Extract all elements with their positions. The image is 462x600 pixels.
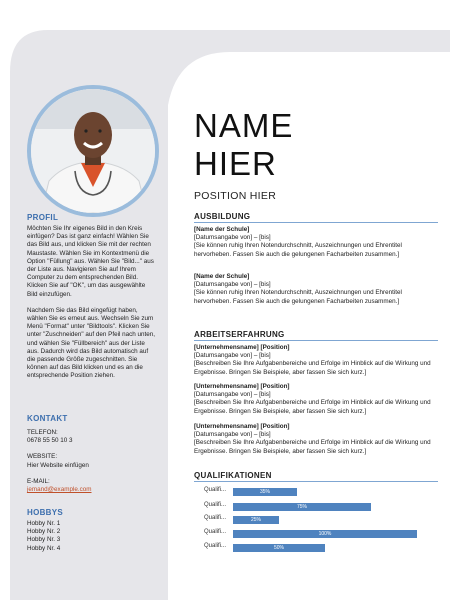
experience-description: [Beschreiben Sie Ihre Aufgabenbereiche und Erfolge im Hinblick auf die Wirkung und Ergebnisse. Bringen Sie Beispiele, aber fassen Sie sich kurz.] (194, 360, 431, 376)
hobby-item: Hobby Nr. 1 (27, 520, 61, 527)
experience-heading: ARBEITSERFAHRUNG (194, 330, 285, 339)
contact-heading: KONTAKT (27, 414, 68, 423)
education-dates: [Datumsangabe von] – [bis] (194, 234, 271, 242)
skill-bar: 75% (233, 503, 371, 511)
company-position: [Unternehmensname] [Position] (194, 383, 290, 390)
website-value: Hier Website einfügen (27, 461, 89, 469)
skill-label: Qualifi... (204, 487, 227, 493)
skills-heading: QUALIFIKATIONEN (194, 471, 272, 480)
experience-entry (194, 383, 440, 416)
position-title: POSITION HIER (194, 190, 277, 202)
phone-label: TELEFON: (27, 429, 58, 436)
profile-photo-icon (31, 89, 155, 213)
name-line-2: HIER (194, 145, 277, 182)
name-line-1: NAME (194, 107, 294, 144)
education-entry (194, 273, 440, 306)
education-divider (194, 222, 438, 223)
profile-paragraph-1: Möchten Sie Ihr eigenes Bild in den Kreis einfügen? Das ist ganz einfach! Wählen Sie das Bild aus, und klicken Sie mit der rechten Maustaste. Wählen Sie im Kontextmenü die Option "Füllung" aus. Wählen Sie "Bild..." aus der Liste aus. Navigieren Sie auf Ihrem Computer zu dem entsprechenden Bild. Klicken Sie auf "OK", um das ausgewählte Bild einzufügen. (27, 225, 154, 298)
experience-entry (194, 344, 440, 377)
company-position: [Unternehmensname] [Position] (194, 423, 290, 430)
profile-photo (27, 85, 159, 217)
skill-bar: 50% (233, 544, 325, 552)
experience-divider (194, 340, 438, 341)
education-heading: AUSBILDUNG (194, 212, 251, 221)
education-description: [Sie können ruhig Ihren Notendurchschnitt, Auszeichnungen und Ehrentitel hervorheben. Fassen Sie auch die gelungenen Facharbeiten zusammen.] (194, 242, 402, 258)
hobbies-list (27, 520, 157, 553)
profile-heading: PROFIL (27, 213, 59, 222)
education-entry (194, 226, 440, 259)
hobbies-heading: HOBBYS (27, 508, 64, 517)
experience-dates: [Datumsangabe von] – [bis] (194, 431, 271, 439)
candidate-name (194, 107, 293, 183)
hobby-item: Hobby Nr. 4 (27, 544, 61, 552)
contact-block (27, 429, 157, 494)
company-position: [Unternehmensname] [Position] (194, 344, 290, 351)
skill-bar: 35% (233, 488, 297, 496)
experience-description: [Beschreiben Sie Ihre Aufgabenbereiche und Erfolge im Hinblick auf die Wirkung und Ergebnisse. Bringen Sie Beispiele, aber fassen Sie sich kurz.] (194, 439, 431, 455)
experience-dates: [Datumsangabe von] – [bis] (194, 352, 271, 360)
skill-label: Qualifi... (204, 529, 227, 535)
skill-label: Qualifi... (204, 515, 227, 521)
experience-dates: [Datumsangabe von] – [bis] (194, 391, 271, 399)
education-description: [Sie können ruhig Ihren Notendurchschnitt, Auszeichnungen und Ehrentitel hervorheben. Fassen Sie auch die gelungenen Facharbeiten zusammen.] (194, 289, 402, 305)
school-name: [Name der Schule] (194, 273, 250, 280)
email-label: E-MAIL: (27, 477, 50, 485)
experience-entry (194, 423, 440, 456)
education-dates: [Datumsangabe von] – [bis] (194, 281, 271, 289)
experience-description: [Beschreiben Sie Ihre Aufgabenbereiche und Erfolge im Hinblick auf die Wirkung und Ergebnisse. Bringen Sie Beispiele, aber fassen Sie sich kurz.] (194, 399, 431, 415)
skill-bar: 25% (233, 516, 279, 524)
profile-paragraph-2: Nachdem Sie das Bild eingefügt haben, wählen Sie es erneut aus. Wechseln Sie zum Menü "Format" unter "Bildtools". Klicken Sie unter "Zuschneiden" auf den Pfeil nach unten, und wählen Sie "Füllbereich" aus der Liste aus. Dadurch wird das Bild automatisch auf die passende Größe zugeschnitten. Sie können auf das Bild klicken und es an die entsprechende Position ziehen. (27, 306, 156, 380)
website-label: WEBSITE: (27, 453, 58, 461)
email-link[interactable]: jemand@example.com (27, 486, 92, 494)
profile-text (27, 225, 157, 381)
school-name: [Name der Schule] (194, 226, 250, 233)
skill-label: Qualifi... (204, 543, 227, 549)
skill-bar: 100% (233, 530, 417, 538)
skills-divider (194, 481, 438, 482)
skill-label: Qualifi... (204, 502, 227, 508)
hobby-item: Hobby Nr. 2 (27, 528, 61, 536)
hobby-item: Hobby Nr. 3 (27, 536, 61, 544)
phone-value: 0678 55 50 10 3 (27, 437, 73, 445)
